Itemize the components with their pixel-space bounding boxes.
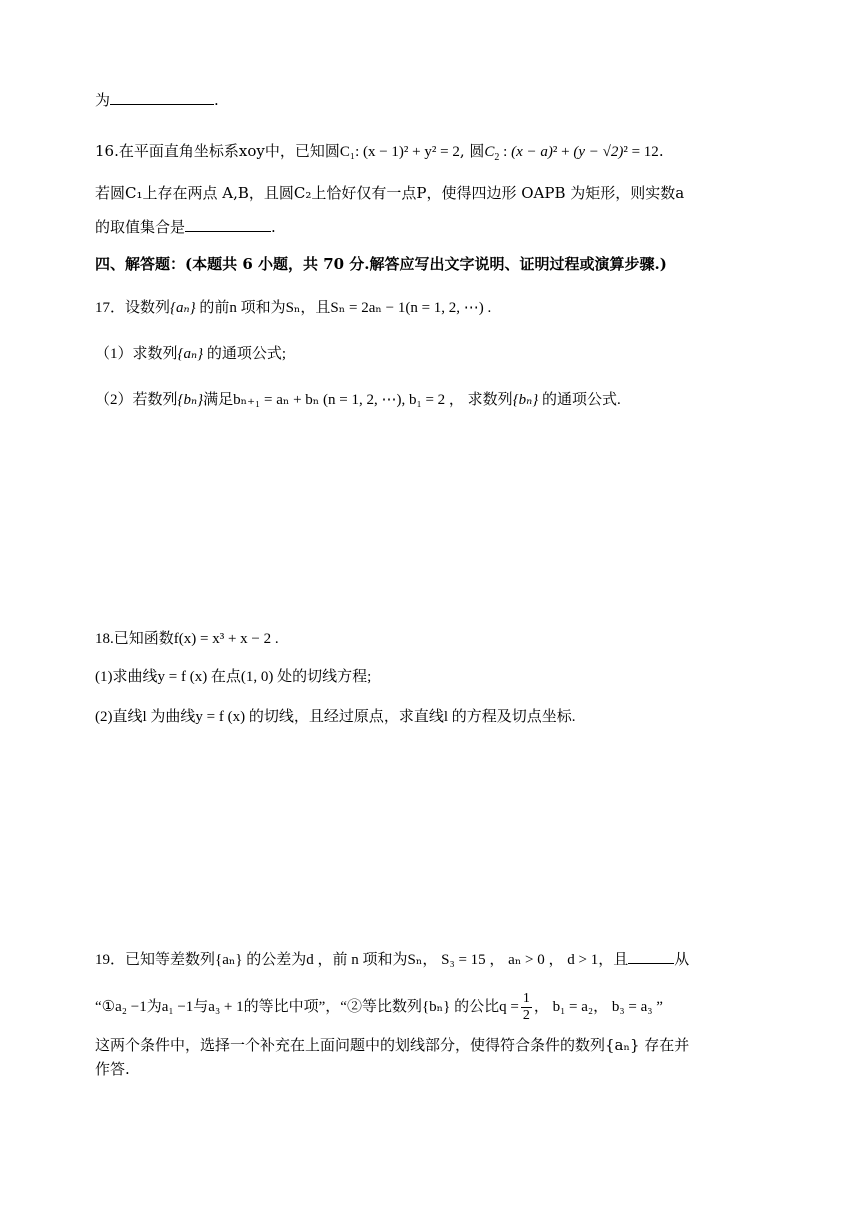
q17-seq-b: {bₙ}	[177, 392, 204, 408]
q17-part2-a: （2）若数列	[95, 392, 178, 408]
q16-c2-term-y: (y − √2)	[573, 144, 624, 160]
q18-part2: (2)直线l 为曲线y = f (x) 的切线，且经过原点，求直线l 的方程及切点坐标.	[95, 709, 576, 725]
q17-part2-seq-b: {bₙ}	[512, 392, 539, 408]
q16-c2-colon: :	[499, 144, 512, 160]
q15-answer-line	[95, 88, 800, 111]
q18-intro: 18.已知函数f(x) = x³ + x − 2 .	[95, 631, 279, 647]
q16-text: 在平面直角坐标系xoy中，已知圆	[118, 142, 340, 160]
q16-line1-end: .	[658, 142, 664, 160]
q19-line2-a: “①a₂ −1为a₁ −1与a₃ + 1的等比中项”，“②等比数列{bₙ} 的公比q =	[95, 998, 519, 1015]
q16-number: 16.	[95, 142, 119, 160]
q17-intro-a: 17．设数列	[95, 300, 171, 316]
q16-line1	[95, 140, 800, 169]
q16-separator: , 圆	[459, 142, 485, 160]
q15-text: 为	[95, 91, 111, 109]
q16-answer-blank	[185, 215, 271, 232]
q17-part1-a: （1）求数列	[95, 346, 178, 362]
q19-line1	[95, 947, 800, 971]
section4-heading: 四、解答题：(本题共 6 小题，共 70 分.解答应写出文字说明、证明过程或演算步骤.)	[95, 255, 667, 273]
q17-intro	[95, 297, 800, 319]
q19-line1-a: 19．已知等差数列{aₙ} 的公差为d ，前 n 项和为Sₙ， S₃ = 15 ， aₙ > 0 ， d > 1，且	[95, 952, 629, 968]
q19-fraction-denominator: 2	[522, 1008, 530, 1023]
q19-line2-b: ， b₁ = a₂， b₃ = a₃ ”	[533, 998, 663, 1015]
q16-line3-end: .	[271, 218, 276, 236]
q17-part2	[95, 389, 800, 411]
q17-seq-a: {aₙ}	[170, 300, 196, 316]
q19-line4: 作答.	[95, 1060, 130, 1078]
q17-part1-b: 的通项公式;	[203, 346, 287, 362]
q19-fraction-numerator: 1	[522, 991, 530, 1006]
q19-ratio-fraction	[521, 991, 532, 1024]
q17-part1	[95, 343, 800, 365]
q17-part2-b: 满足bₙ₊₁ = aₙ + bₙ (n = 1, 2, ⋯), b₁ = 2 ， 求数列	[203, 392, 513, 408]
q16-c2-label: C	[484, 144, 495, 160]
q16-c2-subscript: 2	[494, 152, 500, 163]
q15-period: .	[214, 91, 219, 109]
q16-circle-c1-equation: C₁: (x − 1)² + y² = 2	[339, 144, 460, 160]
q18-part1: (1)求曲线y = f (x) 在点(1, 0) 处的切线方程;	[95, 669, 372, 685]
q16-line2: 若圆C₁上存在两点 A,B，且圆C₂上恰好仅有一点P，使得四边形 OAPB 为矩形，则实数a	[95, 184, 685, 202]
q19-line1-b: 从	[674, 952, 690, 968]
q17-part1-seq: {aₙ}	[177, 346, 204, 362]
q19-line2	[95, 991, 800, 1024]
q16-line3-text: 的取值集合是	[95, 218, 186, 236]
q16-c2-plus: ² +	[552, 144, 574, 160]
q17-intro-b: 的前n 项和为Sₙ，且Sₙ = 2aₙ − 1(n = 1, 2, ⋯) .	[195, 300, 492, 316]
q17-part2-c: 的通项公式.	[538, 392, 621, 408]
q19-condition-blank	[628, 947, 674, 964]
q15-answer-blank	[110, 88, 214, 105]
q19-line3: 这两个条件中，选择一个补充在上面问题中的划线部分，使得符合条件的数列{aₙ} 存在并	[95, 1036, 690, 1054]
q16-c2-rhs: ² = 12	[623, 144, 659, 160]
q16-line3	[95, 215, 800, 238]
q16-c2-term-x: (x − a)	[511, 144, 553, 160]
